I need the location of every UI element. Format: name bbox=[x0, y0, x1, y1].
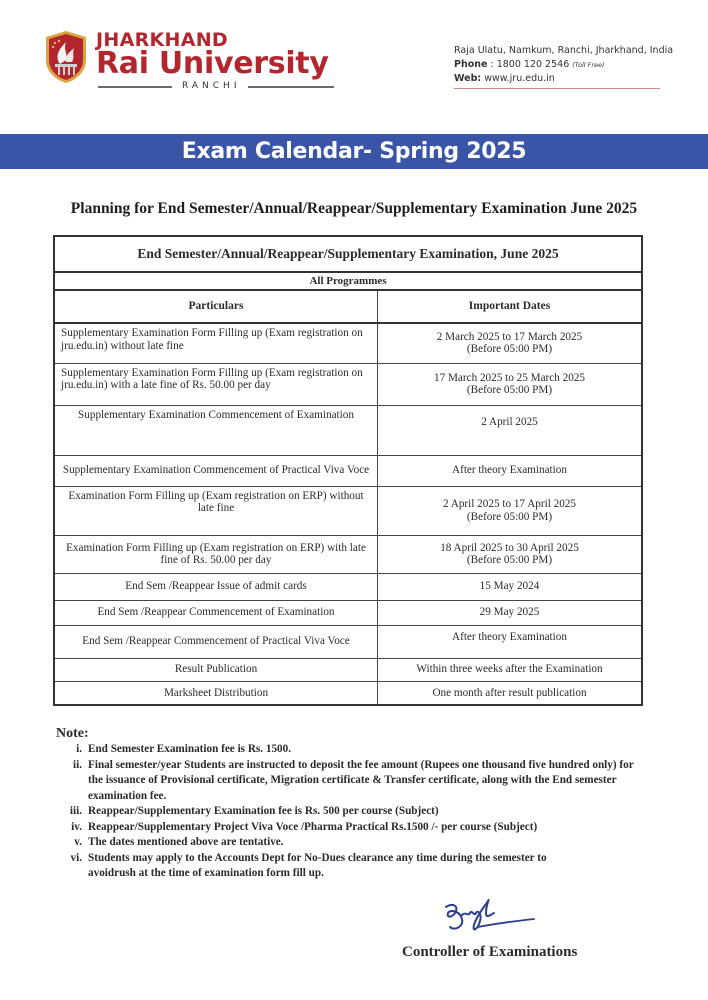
date-cell: 2 April 2025 to 17 April 2025 (Before 05:00 PM) bbox=[378, 486, 643, 535]
phone bbox=[454, 58, 673, 72]
column-header-important-dates: Important Dates bbox=[378, 290, 643, 323]
table-row bbox=[54, 405, 642, 455]
note-number: ii. bbox=[72, 758, 82, 771]
web-link[interactable]: www.jru.edu.in bbox=[481, 73, 555, 84]
logo-line-jharkhand: JHARKHAND bbox=[96, 29, 229, 51]
table-row bbox=[54, 363, 642, 405]
web-label: Web: bbox=[454, 73, 482, 84]
table-scope-row bbox=[54, 272, 642, 290]
note-text: The dates mentioned above are tentative. bbox=[88, 836, 284, 848]
table-row bbox=[54, 455, 642, 486]
particular-cell: Supplementary Examination Form Filling up (Exam registration on jru.edu.in) with a late fine of Rs. 50.00 per day bbox=[54, 363, 378, 405]
note-item bbox=[56, 820, 676, 836]
particular-cell: End Sem /Reappear Issue of admit cards bbox=[54, 573, 378, 600]
document-subtitle: Planning for End Semester/Annual/Reappear/Supplementary Examination June 2025 bbox=[70, 200, 638, 217]
university-shield-icon bbox=[44, 30, 88, 84]
notes-section bbox=[56, 725, 676, 882]
logo-line-ranchi: RANCHI bbox=[182, 81, 241, 91]
table-title: End Semester/Annual/Reappear/Supplementary Examination, June 2025 bbox=[54, 236, 642, 272]
phone-number: : 1800 120 2546 bbox=[487, 59, 573, 70]
table-row bbox=[54, 658, 642, 681]
exam-calendar-table bbox=[53, 235, 643, 706]
date-cell: After theory Examination bbox=[378, 625, 643, 658]
note-text: Final semester/year Students are instructed to deposit the fee amount (Rupees one thousand five hundred only) for the issuance of Provisional certificate, Migration certificate & Transfer certificate, along with the End semester examination fee. bbox=[88, 758, 634, 802]
column-header-particulars: Particulars bbox=[54, 290, 378, 323]
table-row bbox=[54, 600, 642, 625]
note-item bbox=[56, 851, 676, 882]
table-title-row bbox=[54, 236, 642, 272]
note-text: Reappear/Supplementary Examination fee is Rs. 500 per course (Subject) bbox=[88, 805, 439, 817]
date-cell: Within three weeks after the Examination bbox=[378, 658, 643, 681]
particular-cell: Examination Form Filling up (Exam registration on ERP) with late fine of Rs. 50.00 per day bbox=[54, 535, 378, 573]
date-cell: After theory Examination bbox=[378, 455, 643, 486]
note-item bbox=[56, 742, 676, 758]
date-cell: 29 May 2025 bbox=[378, 600, 643, 625]
page-title-banner: Exam Calendar- Spring 2025 bbox=[0, 134, 708, 169]
note-number: vi. bbox=[70, 851, 82, 864]
particular-cell: Marksheet Distribution bbox=[54, 681, 378, 705]
notes-title: Note: bbox=[56, 726, 89, 741]
date-cell: 15 May 2024 bbox=[378, 573, 643, 600]
phone-label: Phone bbox=[454, 59, 488, 70]
logo-line-university-name: Rai University bbox=[96, 46, 329, 81]
particular-cell: Examination Form Filling up (Exam registration on ERP) without late fine bbox=[54, 486, 378, 535]
date-cell: 18 April 2025 to 30 April 2025 (Before 05:00 PM) bbox=[378, 535, 643, 573]
particular-cell: Supplementary Examination Commencement of Examination bbox=[54, 405, 378, 455]
date-cell: One month after result publication bbox=[378, 681, 643, 705]
note-number: iii. bbox=[69, 805, 82, 817]
particular-cell: End Sem /Reappear Commencement of Practical Viva Voce bbox=[54, 625, 378, 658]
signature-icon bbox=[438, 893, 538, 943]
table-row bbox=[54, 681, 642, 705]
note-text: Reappear/Supplementary Project Viva Voce /Pharma Practical Rs.1500 /- per course (Subject) bbox=[88, 820, 538, 833]
note-text: Students may apply to the Accounts Dept for No-Dues clearance any time during the semester to avoidrush at the time of examination form fill up. bbox=[88, 851, 547, 879]
table-row bbox=[54, 323, 642, 363]
divider bbox=[98, 86, 172, 88]
website bbox=[454, 72, 673, 86]
particular-cell: Result Publication bbox=[54, 658, 378, 681]
table-row bbox=[54, 486, 642, 535]
particular-cell: Supplementary Examination Form Filling up (Exam registration on jru.edu.in) without late fine bbox=[54, 323, 378, 363]
particular-cell: End Sem /Reappear Commencement of Examination bbox=[54, 600, 378, 625]
divider bbox=[248, 86, 334, 88]
table-scope: All Programmes bbox=[54, 272, 642, 290]
note-item bbox=[56, 758, 676, 805]
letterhead bbox=[0, 0, 708, 120]
logo-ranchi-row bbox=[96, 80, 356, 92]
contact-divider bbox=[454, 88, 660, 89]
table-header-row bbox=[54, 290, 642, 323]
university-logo bbox=[96, 30, 356, 92]
note-item bbox=[56, 835, 676, 851]
note-number: v. bbox=[74, 836, 82, 848]
address: Raja Ulatu, Namkum, Ranchi, Jharkhand, India bbox=[454, 45, 674, 56]
date-cell: 2 April 2025 bbox=[378, 405, 643, 455]
note-text: End Semester Examination fee is Rs. 1500. bbox=[88, 743, 292, 755]
table-row bbox=[54, 573, 642, 600]
note-number: i. bbox=[76, 743, 82, 755]
note-item bbox=[56, 804, 676, 820]
table-row bbox=[54, 535, 642, 573]
particular-cell: Supplementary Examination Commencement of Practical Viva Voce bbox=[54, 455, 378, 486]
signatory-title: Controller of Examinations bbox=[402, 944, 578, 960]
note-number: iv. bbox=[71, 820, 82, 833]
table-row bbox=[54, 625, 642, 658]
date-cell: 17 March 2025 to 25 March 2025 (Before 05:00 PM) bbox=[378, 363, 643, 405]
toll-free-note: (Toll Free) bbox=[572, 61, 605, 69]
contact-block bbox=[454, 44, 673, 86]
date-cell: 2 March 2025 to 17 March 2025 (Before 05:00 PM) bbox=[378, 323, 643, 363]
